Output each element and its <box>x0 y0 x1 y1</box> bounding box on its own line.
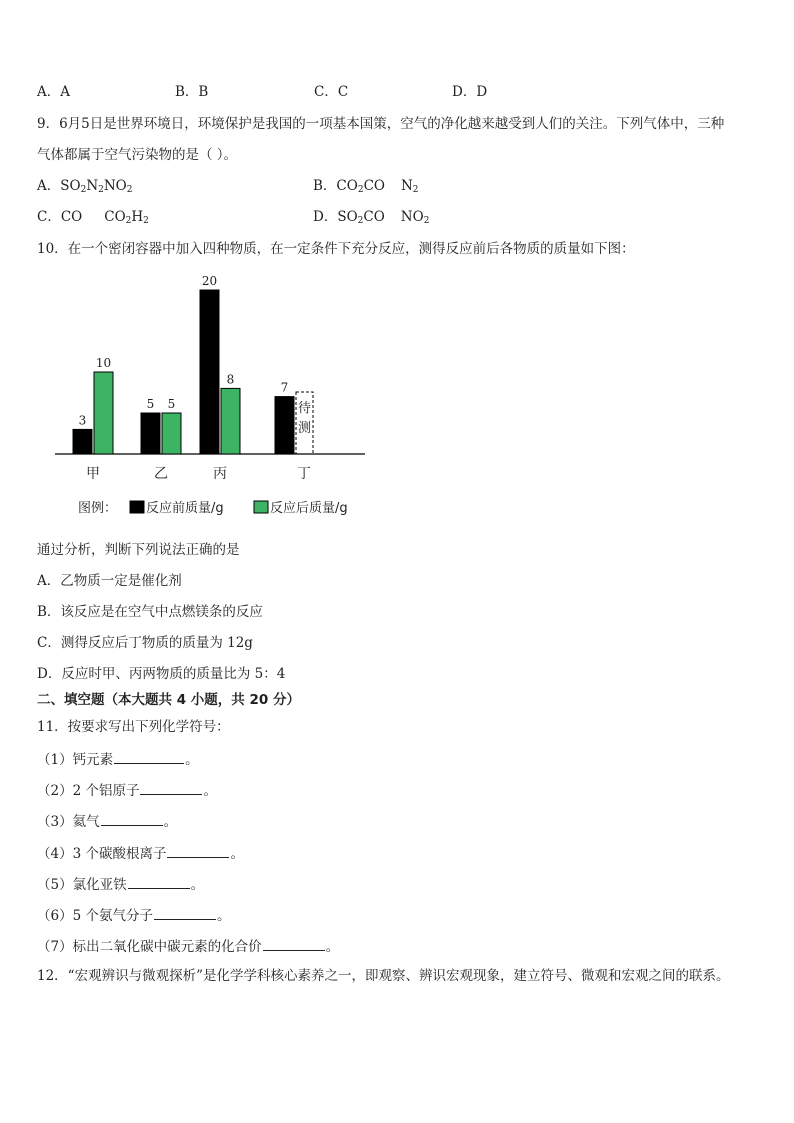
q11-item-6-end: 。 <box>216 908 231 924</box>
q9-a-f2: N <box>86 178 99 194</box>
q11-item-6 <box>37 905 230 925</box>
q9-a-f3: NO <box>103 178 127 194</box>
q8-option-c: C．C <box>314 84 349 100</box>
bar-after-1 <box>162 413 181 454</box>
q9-d-f3: NO <box>400 209 424 225</box>
q11-item-1 <box>37 749 199 769</box>
q9-option-c <box>37 208 149 226</box>
q10-option-d: D．反应时甲、丙两物质的质量比为 5：4 <box>37 666 286 682</box>
section2-heading: 二、填空题（本大题共 4 小题，共 20 分） <box>37 692 300 708</box>
q11-item-4-text: （4）3 个碳酸根离子 <box>37 846 167 862</box>
q10-option-c: C．测得反应后丁物质的质量为 12g <box>37 635 253 651</box>
q10-analysis: 通过分析，判断下列说法正确的是 <box>37 542 240 558</box>
q11-item-5-blank[interactable] <box>128 874 190 889</box>
q11-item-3-text: （3）氦气 <box>37 814 100 830</box>
pending-label-char-1: 测 <box>297 421 312 436</box>
q11-item-2-blank[interactable] <box>140 780 202 795</box>
q11-item-3-end: 。 <box>163 814 178 830</box>
q11-item-3 <box>37 811 177 831</box>
q9-b-f3: N <box>400 178 413 194</box>
data-label-before-2: 20 <box>201 274 218 288</box>
data-label-before-3: 7 <box>280 380 289 395</box>
q9-d-s1: 2 <box>357 216 364 226</box>
q9-c-f3: H <box>131 209 144 225</box>
q9-c-f2: CO <box>104 209 126 225</box>
q9-option-b <box>313 177 419 195</box>
q9-stem-line1: 9．6月5日是世界环境日，环境保护是我国的一项基本国策，空气的净化越来越受到人们的关注。下列气体中，三种 <box>37 116 725 132</box>
q11-item-1-text: （1）钙元素 <box>37 752 114 768</box>
q11-item-5-text: （5）氯化亚铁 <box>37 877 127 893</box>
q9-option-a <box>37 177 132 195</box>
category-label-0: 甲 <box>86 466 100 482</box>
q9-a-s2: 2 <box>98 185 104 195</box>
bar-before-2 <box>200 290 219 454</box>
bar-after-2 <box>221 388 240 454</box>
legend-prefix: 图例： <box>78 501 118 516</box>
mass-bar-chart <box>50 268 380 524</box>
q9-a-f1: SO <box>60 178 81 194</box>
q11-item-1-blank[interactable] <box>114 749 184 764</box>
pending-label-char-0: 待 <box>297 401 312 416</box>
q11-item-2 <box>37 780 217 800</box>
q12-stem: 12．“宏观辨识与微观探析”是化学学科核心素养之一，即观察、辨识宏观现象，建立符号、微观和宏观之间的联系。 <box>37 968 730 984</box>
q11-item-6-text: （6）5 个氨气分子 <box>37 908 153 924</box>
q9-a-s3: 2 <box>126 185 133 195</box>
q9-option-a-label: A． <box>37 178 61 194</box>
q8-option-b: B．B <box>175 84 209 100</box>
q9-b-f2: CO <box>363 178 385 194</box>
q11-item-5-end: 。 <box>190 877 205 893</box>
legend-entry-1: 反应后质量/g <box>270 501 348 516</box>
data-label-after-1: 5 <box>167 397 176 411</box>
q10-stem: 10．在一个密闭容器中加入四种物质，在一定条件下充分反应，测得反应前后各物质的质量如下图： <box>37 241 635 257</box>
q11-item-2-end: 。 <box>203 783 217 799</box>
q9-b-f1: CO <box>336 178 358 194</box>
category-label-1: 乙 <box>154 466 168 482</box>
bar-before-3 <box>275 397 294 454</box>
legend-entry-0: 反应前质量/g <box>146 501 224 516</box>
q11-item-1-end: 。 <box>185 752 199 768</box>
q9-c-s2: 2 <box>125 216 132 226</box>
bar-before-0 <box>73 429 92 454</box>
q10-option-b: B．该反应是在空气中点燃镁条的反应 <box>37 604 263 620</box>
category-label-2: 丙 <box>213 466 227 482</box>
q11-item-4 <box>37 843 244 863</box>
data-label-after-2: 8 <box>226 372 235 387</box>
q9-d-f1: SO <box>337 209 358 225</box>
q11-stem: 11．按要求写出下列化学符号： <box>37 719 230 735</box>
data-label-before-0: 3 <box>78 413 87 428</box>
q9-d-s3: 2 <box>423 216 430 226</box>
q9-c-f1: CO <box>60 209 83 225</box>
q11-item-4-end: 。 <box>230 846 244 862</box>
q9-option-c-label: C． <box>37 209 61 225</box>
q11-item-6-blank[interactable] <box>154 905 216 920</box>
q9-option-d <box>313 208 429 226</box>
q11-item-5 <box>37 874 204 894</box>
q11-item-7 <box>37 936 339 956</box>
bar-after-0 <box>94 372 113 454</box>
q9-stem-line2: 气体都属于空气污染物的是（ ）。 <box>37 147 238 163</box>
q9-option-b-label: B． <box>313 178 337 194</box>
legend-swatch-1 <box>254 501 268 513</box>
legend-swatch-0 <box>130 501 144 513</box>
q11-item-2-text: （2）2 个铝原子 <box>37 783 140 799</box>
q8-option-d: D．D <box>452 84 488 100</box>
q11-item-7-text: （7）标出二氧化碳中碳元素的化合价 <box>37 939 262 955</box>
q8-option-a: A．A <box>37 84 70 100</box>
q9-c-s3: 2 <box>143 216 149 226</box>
q9-option-d-label: D． <box>313 209 338 225</box>
q9-b-s1: 2 <box>357 185 364 195</box>
q10-option-a: A．乙物质一定是催化剂 <box>37 573 182 589</box>
data-label-before-1: 5 <box>146 397 155 411</box>
q11-item-3-blank[interactable] <box>101 811 163 826</box>
q11-item-4-blank[interactable] <box>167 843 229 858</box>
category-label-3: 丁 <box>297 466 311 482</box>
bar-before-1 <box>141 413 160 454</box>
data-label-after-0: 10 <box>95 356 112 370</box>
q9-a-s1: 2 <box>80 185 87 195</box>
q11-item-7-end: 。 <box>325 939 340 955</box>
q9-b-s3: 2 <box>412 185 419 195</box>
q11-item-7-blank[interactable] <box>263 936 325 951</box>
q9-d-f2: CO <box>363 209 385 225</box>
